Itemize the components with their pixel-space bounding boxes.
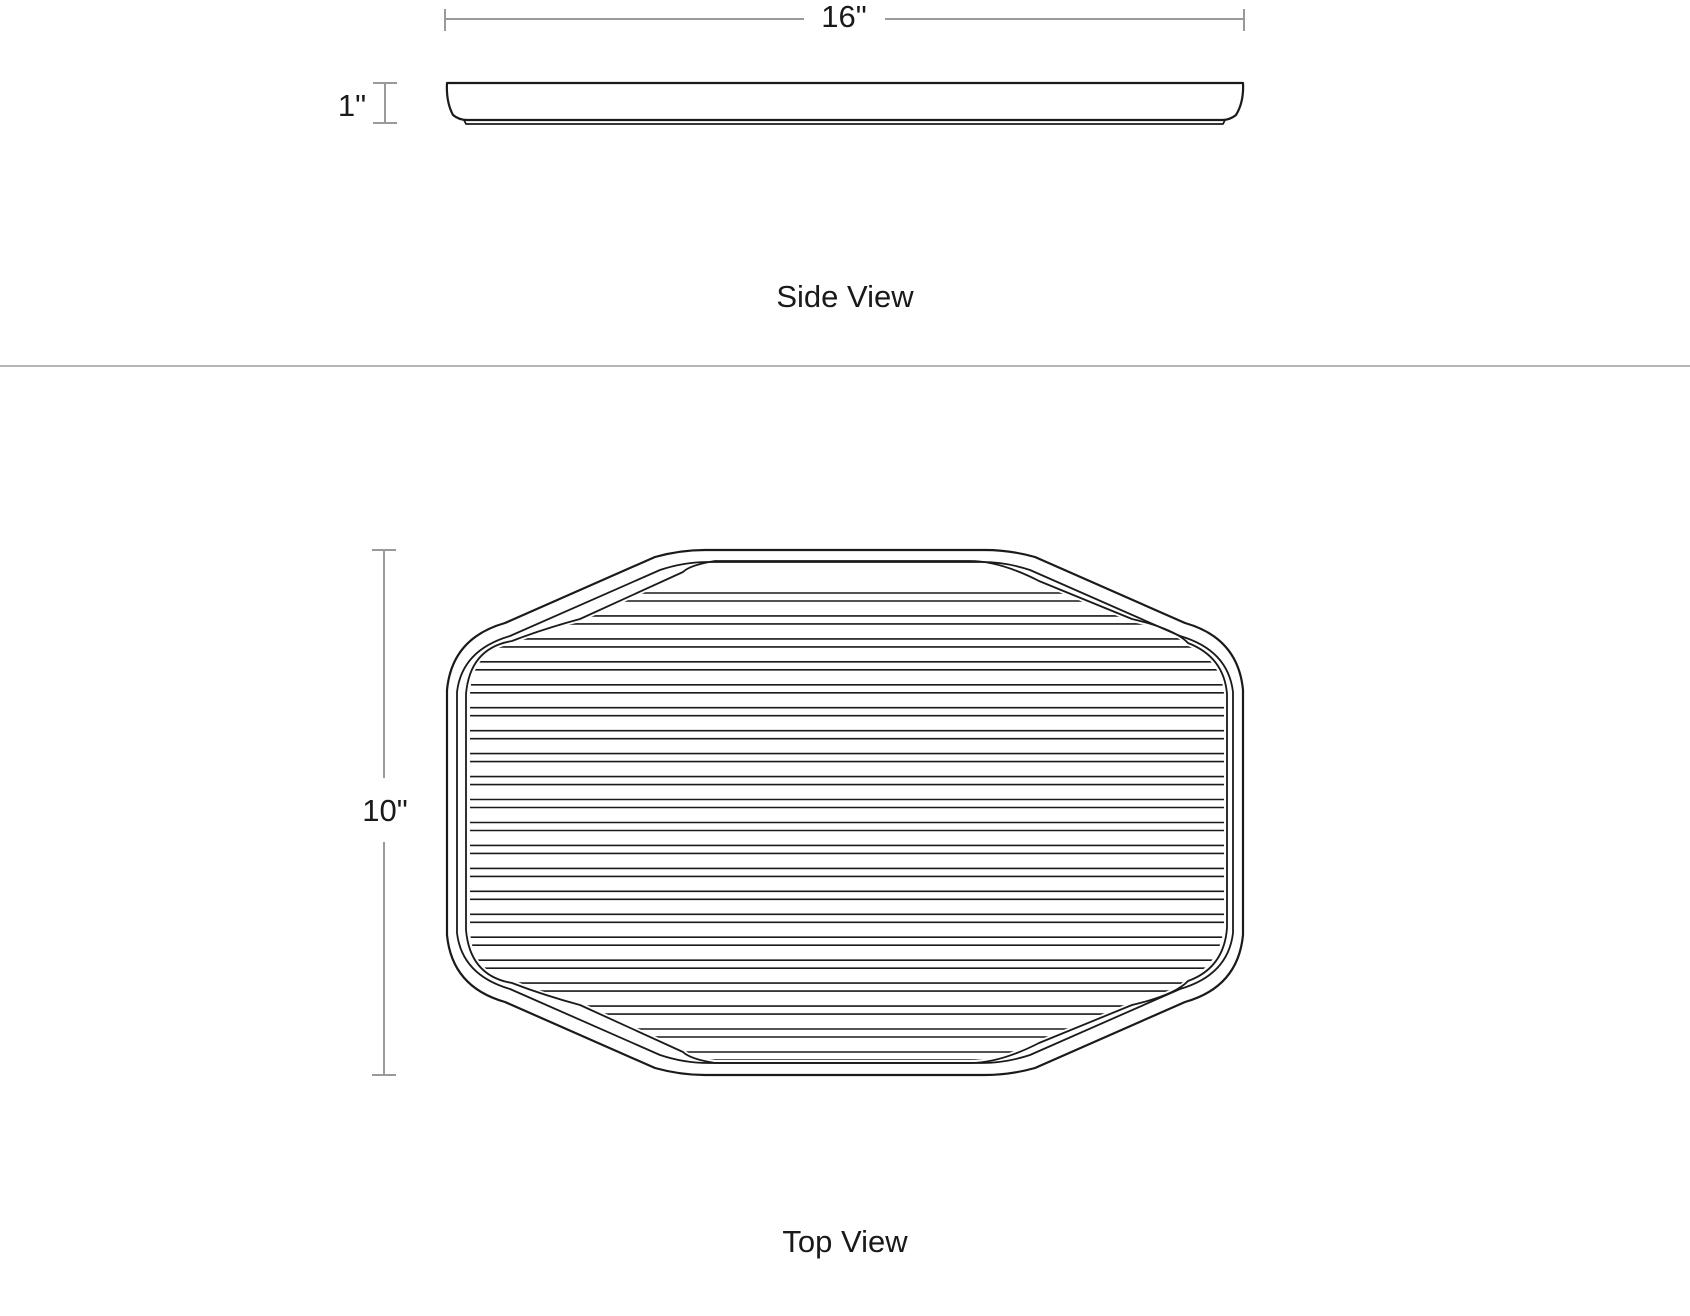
height-dimension — [338, 83, 397, 123]
tray-ribs — [440, 593, 1250, 1060]
tray-inner-rim — [457, 562, 1233, 1063]
width-dimension — [445, 0, 1244, 34]
tray-floor-outline — [466, 561, 1227, 1063]
tray-side-profile — [447, 83, 1243, 124]
depth-dimension — [362, 550, 408, 1075]
top-view — [362, 550, 1250, 1075]
side-view — [338, 0, 1244, 314]
tray-side-body — [447, 83, 1243, 120]
tray-outer-rim — [447, 550, 1243, 1075]
height-label: 1" — [337, 88, 367, 123]
side-view-title: Side View — [776, 279, 914, 314]
depth-label: 10" — [362, 793, 408, 828]
top-view-title: Top View — [782, 1224, 908, 1259]
width-label: 16" — [821, 0, 867, 34]
